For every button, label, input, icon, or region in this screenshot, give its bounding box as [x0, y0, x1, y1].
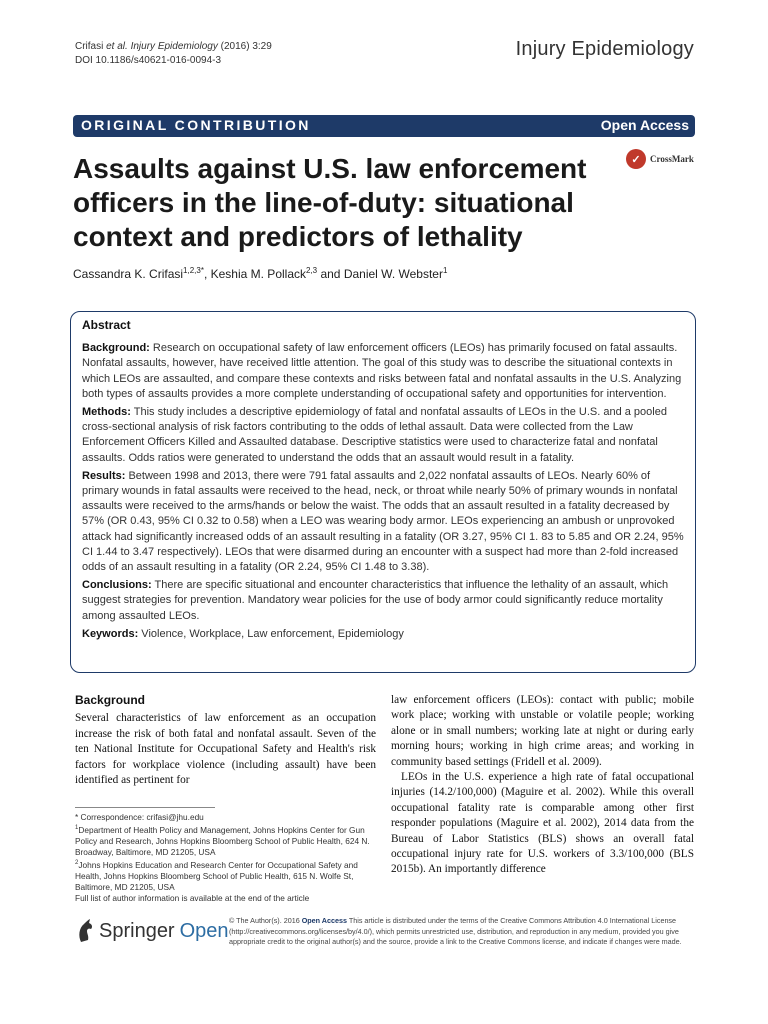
footnotes — [75, 812, 380, 904]
abstract-background: Background: Research on occupational safety of law enforcement officers (LEOs) has primarily focused on fatal assaults. Nonfatal assaults, however, have received little attention. The goal of this study was to describe the situational contexts in which LEOs are assaulted, and compare these contexts and risks between fatal and nonfatal assaults in the U.S. Analyzing both types of assaults provides a more complete understanding of occupational safety and opportunities for intervention. — [82, 342, 682, 400]
crossmark-label: CrossMark — [650, 154, 694, 164]
affiliation-2: $^2$Johns Hopkins Education and Research Center for Occupational Safety and Health, Johns Hopkins Bloomberg School of Public Health, 615 N. Wolfe St, Baltimore, MD 21205, USA — [75, 859, 358, 892]
author-affiliation-sup: 2,3 — [306, 266, 318, 275]
citation-header — [75, 40, 272, 68]
journal-name: Injury Epidemiology — [515, 38, 694, 60]
author-name[interactable]: Cassandra K. Crifasi — [73, 267, 184, 281]
crossmark-icon: ✓ — [626, 149, 646, 169]
citation-year: (2016) 3:29 — [217, 41, 272, 52]
abstract-heading: Abstract — [82, 318, 131, 332]
author-info-note: Full list of author information is available at the end of the article — [75, 892, 310, 903]
affiliation-1: $^1$Department of Health Policy and Management, Johns Hopkins Center for Gun Policy and Research, Johns Hopkins Bloomberg School of Public Health, 624 N. Broadway, Baltimore, MD 21205, USA — [75, 824, 370, 857]
crossmark-badge[interactable] — [626, 148, 701, 170]
author-affiliation-sup: 1,2,3* — [183, 266, 204, 275]
citation-authors: Crifasi — [75, 41, 107, 52]
springer-open-logo — [75, 918, 229, 944]
article-type-label: ORIGINAL CONTRIBUTION — [81, 117, 311, 133]
correspondence-note: * Correspondence: crifasi@jhu.edu — [75, 812, 204, 822]
springer-horse-icon — [75, 918, 95, 944]
open-wordmark: Open — [179, 919, 229, 942]
body-column-right — [391, 693, 694, 878]
body-column-left — [75, 693, 376, 788]
author-name[interactable]: , Keshia M. Pollack — [203, 267, 306, 281]
body-paragraph: LEOs in the U.S. experience a high rate of fatal occupational injuries (14.2/100,000) (Maguire et al. 2002). While this overall occupational fatality rate is comparable among other first responder populations (Maguire et al. 2002), 2014 data from the Bureau of Labor Statistics (BLS) shows an overall fatal occupational injury rate for U.S. workers of 3.3/100,000 (BLS 2015b). An importantly difference — [391, 771, 694, 876]
doi-link[interactable]: DOI 10.1186/s40621-016-0094-3 — [75, 55, 222, 66]
license-statement: © The Author(s). 2016 Open Access This article is distributed under the terms of the Creative Commons Attribution 4.0 International License (http://creativecommons.org/licenses/by/4.0/), which permits unrestricted use, distribution, and reproduction in any medium, provided you give appropriate credit to the original author(s) and the source, provide a link to the Creative Commons license, and indicate if changes were made. — [229, 916, 682, 946]
article-title: Assaults against U.S. law enforcement officers in the line-of-duty: situational context and predictors of lethality — [73, 153, 587, 252]
citation-journal: et al. Injury Epidemiology — [106, 41, 218, 52]
abstract-keywords: Keywords: Violence, Workplace, Law enforcement, Epidemiology — [82, 627, 404, 640]
abstract-box — [70, 311, 696, 673]
abstract-results: Results: Between 1998 and 2013, there were 791 fatal assaults and 2,022 nonfatal assaults of LEOs. Nearly 60% of primary wounds in fatal assaults were received to the head, neck, or throat while nearly 50% of primary wounds in nonfatal assaults were received to the arms/hands or below the waist. The odds that an assault resulted in a fatality decreased by 57% (OR 0.43, 95% CI 0.32 to 0.58) when a LEO was wearing body armor. LEOs experiencing an ambush or unprovoked attack had significantly increased odds of an assault resulting in a fatality (OR 3.27, 95% CI 1. 83 to 5.85 and OR 2.24, 95% CI 1.44 to 3.47 respectively). LEOs that were disarmed during an encounter with a suspect had more than 2-fold increased odds of an assault resulting in a fatality (OR 2.24, 95% CI 1.48 to 3.38). — [82, 469, 684, 574]
article-type-banner — [73, 115, 695, 137]
body-paragraph: law enforcement officers (LEOs): contact with public; mobile work place; working with unstable or volatile people; working alone or in small numbers; working late at night or during early morning hours; working in high crime areas; and working in community based settings (Fridell et al. 2009). — [391, 694, 694, 768]
author-affiliation-sup: 1 — [442, 266, 448, 275]
citation-line — [75, 40, 272, 54]
footnote-divider — [75, 807, 215, 808]
body-paragraph: Several characteristics of law enforcement as an occupation increase the risk of both fatal and nonfatal assault. Seven of the ten National Institute for Occupational Safety and Health's risk factors for workplace violence (including assault) have been identified as pertinent for — [75, 712, 376, 787]
abstract-methods: Methods: This study includes a descriptive epidemiology of fatal and nonfatal assaults of LEOs in the U.S. and a pooled cross-sectional analysis of risk factors contributing to the odds of lethal assault. Data were collected from the Law Enforcement Officers Killed and Assaulted database. Descriptive statistics were used to characterize fatal and nonfatal assaults. Odds ratios were generated to understand the odds that an assault would result in a fatality. — [82, 406, 667, 464]
open-access-label: Open Access — [600, 117, 689, 133]
section-heading-background: Background — [75, 693, 146, 707]
springer-wordmark: Springer — [99, 919, 175, 942]
abstract-conclusions: Conclusions: There are specific situational and encounter characteristics that influence the lethality of an assault, which suggest strategies for prevention. Mandatory wear policies for the use of body armor could significantly reduce mortality among assaulted LEOs. — [82, 579, 669, 622]
author-name[interactable]: and Daniel W. Webster — [317, 267, 443, 281]
author-list — [73, 266, 447, 281]
